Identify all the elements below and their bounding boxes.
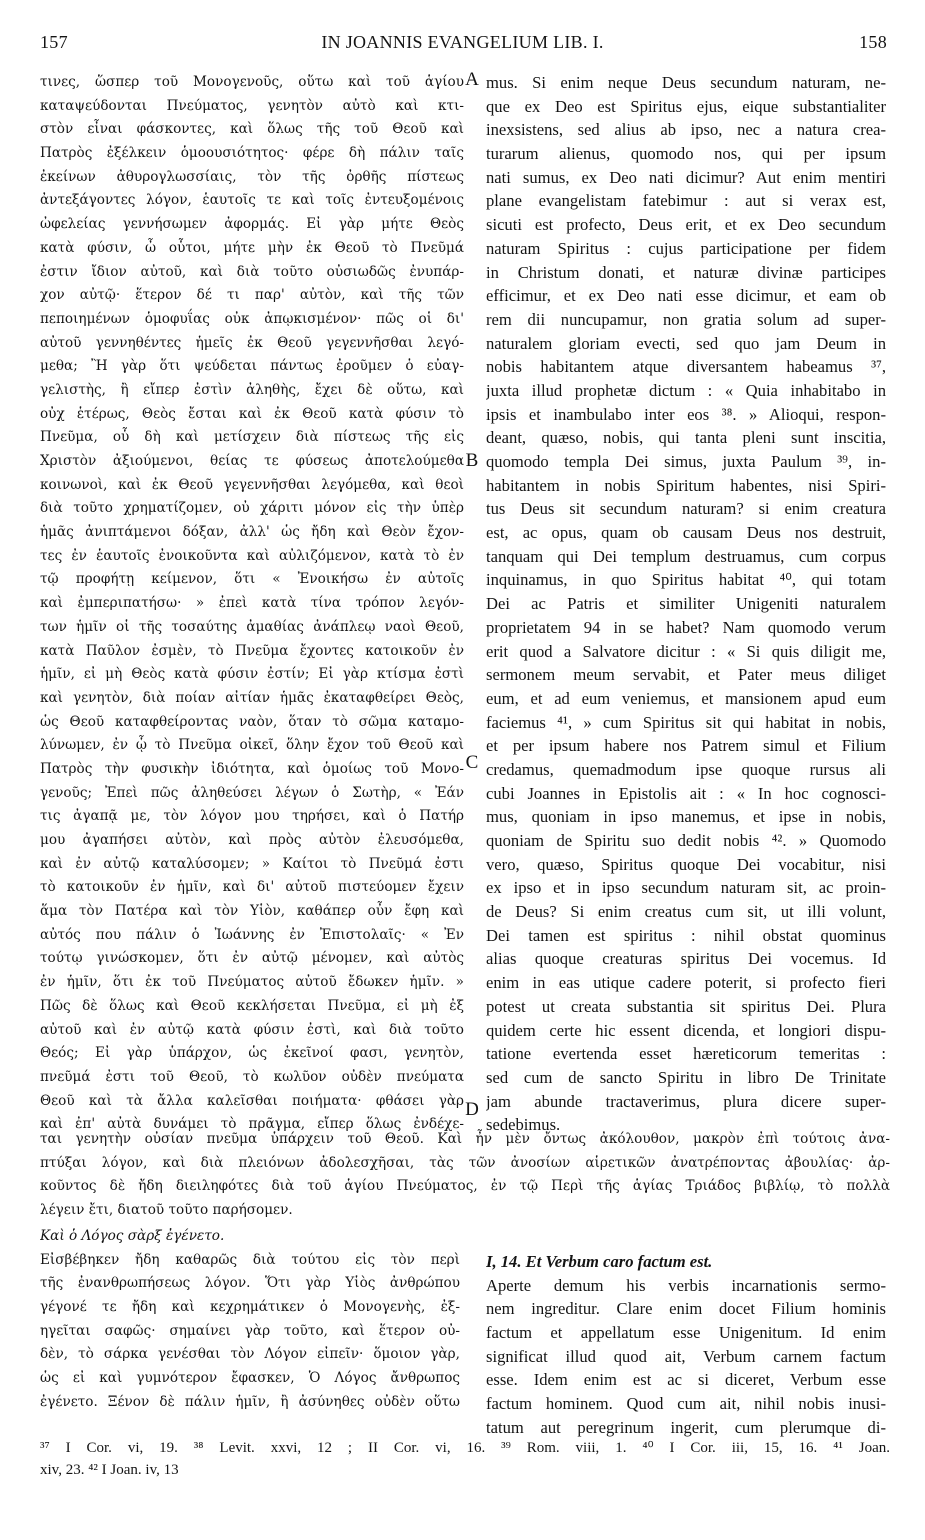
text-line: κατὰ φύσιν, ὦ οὗτοι, μήτε μὴν ἐκ Θεοῦ τὸ Πνεῦμά	[40, 239, 464, 256]
text-line: Aperte demum his verbis incarnationis sermo-	[486, 1275, 886, 1295]
text-line: ἐγένετο. Ξένον δὲ πάλιν ἡμῖν, ἢ ἀσύνηθες οὐδὲν οὕτω	[40, 1393, 460, 1410]
text-line: γελιστὴς, ἢ εἴπερ ἐστὶν ἀληθὴς, ἔχει δὲ οὕτω, καὶ	[40, 381, 464, 398]
text-line: factum hominem. Quod cum ait, nihil nobis inusi-	[486, 1394, 886, 1414]
text-line: mus, quoniam in ipso manemus, et ipse in nobis,	[486, 807, 886, 827]
text-line: sed cum de sancto Spiritu in libro De Trinitate	[486, 1067, 886, 1087]
latin-column-bottom	[486, 1250, 886, 1440]
text-line: factum et appellatum esse Unigenitum. Id enim	[486, 1323, 886, 1343]
text-line: ἐν ἡμῖν, ὅτι ἐκ τοῦ Πνεύματος αὐτοῦ ἔδωκεν ἡμῖν. »	[40, 974, 464, 991]
text-line: καὶ ἐν αὐτῷ καταλύσομεν; » Καίτοι τὸ Πνεῦμά ἐστι	[40, 855, 464, 872]
text-line: των ἡμῖν οἱ τῆς τοσαύτης ἀμαθίας ἀνάπλεῳ ναοὶ Θεοῦ,	[40, 618, 464, 635]
text-line: mus. Si enim neque Deus secundum naturam, ne-	[486, 73, 886, 92]
text-line: καὶ ἐμπεριπατήσω· » ἐπεὶ κατὰ τίνα τρόπον λεγόν-	[40, 595, 464, 612]
text-line: ἀντεξάγοντες λόγον, ἑαυτοῖς τε καὶ τοῖς ἐντευξομένοις	[40, 192, 464, 209]
text-line: αὐτοῦ γεννηθέντες ἡμεῖς ἐκ Θεοῦ γεγεννῆσθαι λεγό-	[40, 334, 464, 351]
text-line: tanquam qui Dei templum destruamus, cum corpus	[486, 546, 886, 566]
text-line: ὡς εἰ καὶ γυμνότερον ἔφασκεν, Ὁ Λόγος ἄνθρωπος	[40, 1370, 460, 1387]
text-line: ηγεῖται σαφῶς· σημαίνει γὰρ τοῦτο, καὶ ἕτερον οὐ-	[40, 1322, 460, 1339]
text-line: sicuti est profecto, Deus erit, et ex Deo secundum	[486, 215, 886, 235]
text-line: τὸ κατοικοῦν ἐν ἡμῖν, καὶ δι' αὐτοῦ πιστεύομεν ἔχειν	[40, 879, 464, 896]
text-line: Dei tamen est spiritus : nihil obstat quominus	[486, 925, 886, 945]
text-line: jam abunde tractaverimus, plura dicere super-	[486, 1091, 886, 1111]
text-line: οὐχ ἑτέρως, Θεὸς ἔσται καὶ ἐκ Θεοῦ κατὰ φύσιν τὸ	[40, 405, 464, 422]
text-line: λύνωμεν, ἐν ᾧ τὸ Πνεῦμα οἰκεῖ, ὅλην ἔχον τοῦ Θεοῦ καὶ	[40, 737, 464, 754]
text-line: Πατρὸς ἐξέλκειν ὁμοουσιότητος· φέρε δὴ πάλιν ταῖς	[40, 145, 464, 162]
text-line: κοῦντος δὲ ἤδη διειληφότες διὰ τοῦ ἁγίου Πνεύματος, ἐν τῷ Περὶ τῆς ἁγίας Τριάδος βιβλίῳ, τὸ πολλὰ	[40, 1178, 890, 1195]
page-number-right: 158	[859, 32, 887, 52]
text-line: ἡμῖν, εἰ μὴ Θεὸς κατὰ φύσιν ἐστίν; Εἰ γὰρ κτίσμα ἐστὶ	[40, 666, 464, 683]
text-line: καὶ ἐπ' αὐτὰ δυνάμει τὸ πρᾶγμα, εἴπερ ὅλως ἐνδέχε-	[40, 1116, 464, 1133]
margin-marker-b: B	[465, 450, 479, 471]
text-line: ται γενητὴν οὐσίαν πνεῦμα ὑπάρχειν τοῦ Θεοῦ. Καὶ ἦν μὲν ὄντως ἀκόλουθον, μακρὸν ἐπὶ τούτοις ἀνα-	[40, 1131, 890, 1147]
text-line: est, ac opus, quam ob causam Deus nos destruit,	[486, 523, 886, 543]
text-line: esse. Idem enim est ac si diceret, Verbum esse	[486, 1370, 886, 1390]
text-line: μου ἀγαπήσει αὐτὸν, καὶ πρὸς αὐτὸν ἐλευσόμεθα,	[40, 832, 464, 848]
text-line: Θεοῦ καὶ τὰ ἄλλα καλεῖσθαι ποιήματα· φθάσει γὰρ	[40, 1092, 464, 1109]
text-line: διὰ τοῦτο χρηματίζομεν, οὐ χάριτι μόνον εἰς τὴν ὑπὲρ	[40, 500, 464, 517]
text-line: credamus, quemadmodum ipse quoque rursus ali	[486, 759, 886, 779]
latin-verse-heading: I, 14. Et Verbum caro factum est.	[486, 1252, 713, 1271]
text-line: proprietatem 94 in se habet? Nam quomodo verum	[486, 617, 886, 637]
text-line: Dei ac Patris et similiter Unigeniti naturalem	[486, 594, 886, 614]
text-line: juxta illud prophetæ dictum : « Quia inhabitabo in	[486, 380, 886, 400]
text-line: ἐστιν ἴδιον αὐτοῦ, καὶ διὰ τοῦτο οὐσιωδῶς ἐνυπάρ-	[40, 263, 464, 280]
text-line: γενοῦς; Ἐπεὶ πῶς ἀληθεύσει λέγων ὁ Σωτὴρ, « Ἐάν	[40, 784, 464, 801]
text-line: cubi Joannes in Epistolis ait : « In hoc cognosci-	[486, 783, 886, 803]
greek-column-top	[40, 71, 464, 1137]
text-line: Χριστὸν ἀξιούμενοι, θείας τε φύσεως ἀποτελούμεθα	[40, 453, 464, 469]
text-line: naturam Spiritus : cujus participatione per fidem	[486, 238, 886, 258]
margin-marker-a: A	[465, 69, 479, 90]
greek-verse-heading: Καὶ ὁ Λόγος σὰρξ ἐγένετο.	[40, 1228, 225, 1244]
text-line: tatum aut peregrinum ingerit, cum plerumque di-	[486, 1417, 886, 1437]
text-line: nobis habitantem atque diversantem habeamus ³⁷,	[486, 357, 886, 377]
text-line: de Deus? Si enim creatus cum sit, ut illi volunt,	[486, 902, 886, 922]
text-line: significat illud quod ait, Verbum carnem factum	[486, 1346, 886, 1366]
greek-column-bottom	[40, 1225, 460, 1415]
text-line: quomodo templa Dei simus, juxta Paulum ³⁹, in-	[486, 452, 886, 471]
text-line: rem dii nuncupamur, non gratia solum ad super-	[486, 309, 886, 329]
page-header	[0, 32, 925, 58]
text-line: tatione evertenda esset hæreticorum temeritas :	[486, 1044, 886, 1064]
text-line: in Christum donati, et naturæ divinæ participes	[486, 262, 886, 282]
text-line: τις ἀγαπᾷ με, τὸν λόγον μου τηρήσει, καὶ ὁ Πατήρ	[40, 808, 464, 825]
text-line: ipsis et inambulabo inter eos ³⁸. » Alioqui, respon-	[486, 404, 886, 424]
text-line: inquinamus, in quo Spiritus habitat ⁴⁰, qui totam	[486, 570, 886, 590]
text-line: potest ut creata substantia sit spiritus Dei. Plura	[486, 996, 886, 1016]
text-line: tus Deus sit secundum naturam? si enim creatura	[486, 499, 886, 519]
text-line: vero, quæso, Spiritus quoque Dei vocabitur, nisi	[486, 854, 886, 874]
text-line: alias quoque creaturas spiritus Dei vocemus. Id	[486, 949, 886, 969]
text-line: πνεῦμά ἐστι τοῦ Θεοῦ, τὸ κωλῦον οὐδὲν πνεύματα	[40, 1068, 464, 1085]
text-line: δὲν, τὸ σάρκα γενέσθαι τὸν Λόγον εἰπεῖν· ὅμοιον γὰρ,	[40, 1346, 460, 1363]
text-line: κοινωνοὶ, καὶ ἐκ Θεοῦ γεγεννῆσθαι λεγόμεθα, καὶ θεοὶ	[40, 476, 464, 493]
running-title: IN JOANNIS EVANGELIUM LIB. I.	[321, 32, 604, 52]
text-line: χον αὐτῷ· ἕτερον δέ τι παρ' αὐτὸν, καὶ τῆς τῶν	[40, 287, 464, 304]
text-line: αὐτός που πάλιν ὁ Ἰωάννης ἐν Ἐπιστολαῖς· « Ἐν	[40, 926, 464, 943]
text-line: xiv, 23. ⁴² I Joan. iv, 13	[40, 1462, 179, 1478]
text-line: inexsistens, sed alius ab ipso, nec a natura crea-	[486, 120, 886, 140]
text-line: στὸν εἶναι φάσκοντες, καὶ ὅλως τῆς τοῦ Θεοῦ καὶ	[40, 121, 464, 138]
text-line: μεθα; Ἢ γὰρ ὅτι ψεύδεται πάντως ἐροῦμεν ὁ εὐαγ-	[40, 358, 464, 375]
text-line: naturalem gloriam evecti, sed quo jam Deum in	[486, 333, 886, 353]
margin-marker-c: C	[465, 752, 479, 773]
text-line: Εἰσβέβηκεν ἤδη καθαρῶς διὰ τούτου εἰς τὸν περὶ	[40, 1251, 460, 1268]
text-line: nati sumus, ex Deo nati dicimur? Aut enim mentiri	[486, 167, 886, 187]
text-line: eum, et ad eum veniemus, et mansionem apud eum	[486, 688, 886, 708]
text-line: λέγειν ἔτι, διατοῦ τοῦτο παρήσομεν.	[40, 1202, 293, 1219]
text-line: Πατρὸς τὴν φυσικὴν ἰδιότητα, καὶ ὁμοίως τοῦ Μονο-	[40, 760, 464, 777]
text-line: que ex Deo est Spiritus ejus, eique substantialiter	[486, 96, 886, 116]
text-line: erit quod a Salvatore dicitur : « Si quis diligit me,	[486, 641, 886, 661]
text-line: faciemus ⁴¹, » cum Spiritus sit qui habitat in nobis,	[486, 712, 886, 732]
text-line: habitantem in nobis Spiritum habentes, nisi Spiri-	[486, 475, 886, 495]
page-number-left: 157	[40, 32, 68, 52]
margin-marker-d: D	[465, 1099, 479, 1120]
text-line: ἡμᾶς ἀνιπτάμενοι δόξαν, ἀλλ' ὡς ἤδη καὶ Θεὸν ἔχον-	[40, 524, 464, 541]
text-line: turarum alienus, quomodo nos, qui per ipsum	[486, 144, 886, 164]
text-line: sermonem meum servabit, et Pater meus diliget	[486, 665, 886, 685]
text-line: ἐκείνων ἀθυρογλωσσίαις, τὸν τῆς ὀρθῆς πίστεως	[40, 168, 464, 185]
text-line: ex ipso et in ipso secundum naturam sit, ac proin-	[486, 878, 886, 898]
text-line: τινες, ὥσπερ τοῦ Μονογενοῦς, οὕτω καὶ τοῦ ἁγίου	[40, 74, 464, 90]
text-line: καὶ γενητὸν, διὰ ποίαν αἰτίαν ἡμᾶς ἐκαταφθείρει Θεὸς,	[40, 689, 464, 706]
text-line: τες ἐν ἑαυτοῖς ἐνοικοῦντα καὶ αὐλιζόμενον, κατὰ τὸ ἐν	[40, 547, 464, 564]
text-line: nem ingreditur. Clare enim docet Filium hominis	[486, 1299, 886, 1319]
text-line: καταψεύδονται Πνεύματος, γενητὸν αὐτὸ καὶ κτι-	[40, 97, 464, 114]
latin-column-top	[486, 71, 886, 1137]
text-line: deant, quæso, nobis, qui tanta pleni sunt inscitia,	[486, 428, 886, 448]
text-line: αὐτοῦ καὶ ἐν αὐτῷ κατὰ φύσιν ἐστὶ, καὶ διὰ τοῦτο	[40, 1021, 464, 1038]
text-line: ἅμα τὸν Πατέρα καὶ τὸν Υἱὸν, καθάπερ οὖν ἔφη καὶ	[40, 903, 464, 920]
text-line: Πῶς δὲ ὅλως καὶ Θεοῦ κεκλήσεται Πνεῦμα, εἰ μὴ ἐξ	[40, 997, 464, 1014]
text-line: et per ipsum habere nos Patrem simul et Filium	[486, 736, 886, 756]
text-line: quidem certe hic essent dicenda, et longiori dispu-	[486, 1020, 886, 1040]
text-line: πεποιημένων ὁμοφυΐας οὐκ ἀπῳκισμένον· πῶς οἱ δι'	[40, 310, 464, 327]
text-line: τῆς ἐνανθρωπήσεως λόγον. Ὅτι γὰρ Υἱὸς ἀνθρώπου	[40, 1275, 460, 1292]
text-line: τούτῳ γινώσκομεν, ὅτι ἐν αὐτῷ μένομεν, καὶ αὐτὸς	[40, 950, 464, 967]
text-line: ὡς Θεοῦ καταφθείροντας ναὸν, ὅταν τὸ σῶμα καταμο-	[40, 713, 464, 730]
text-line: efficimur, et ex Deo nati esse dicimur, et eam ob	[486, 286, 886, 306]
greek-full-width-block	[40, 1128, 890, 1223]
text-line: sedebimus.	[486, 1115, 561, 1135]
footnotes	[40, 1437, 890, 1481]
text-line: κατὰ Παῦλον ἐσμὲν, τὸ Πνεῦμα ἔχοντες κατοικοῦν ἐν	[40, 642, 464, 659]
text-line: enim in eas utique cadere poterit, si profecto fieri	[486, 973, 886, 993]
text-line: ³⁷ I Cor. vi, 19. ³⁸ Levit. xxvi, 12 ; II Cor. vi, 16. ³⁹ Rom. viii, 1. ⁴⁰ I Cor. iii, 15, 16. ⁴¹ Joan.	[40, 1440, 890, 1456]
text-line: Πνεῦμα, οὗ δὴ καὶ μετίσχειν διὰ πίστεως τῆς εἰς	[40, 429, 464, 446]
text-line: quoniam de Spiritu suo dedit nobis ⁴². » Quomodo	[486, 831, 886, 850]
text-line: γέγονέ τε ἤδη καὶ κεχρημάτικεν ὁ Μονογενὴς, ἐξ-	[40, 1299, 460, 1316]
text-line: ὠφελείας γεννήσωμεν ἀφορμάς. Εἰ γὰρ μήτε Θεὸς	[40, 216, 464, 233]
text-line: πτύξαι λόγον, καὶ διὰ πλειόνων ἀδολεσχῆσαι, τὰς τῶν ἀνοσίων αἱρετικῶν ἀνατρέποντας ἀβουλίας· ἀρ-	[40, 1154, 890, 1171]
text-line: plane evangelistam fatebimur : aut si verax est,	[486, 191, 886, 211]
text-line: τῷ προφήτῃ κείμενον, ὅτι « Ἐνοικήσω ἐν αὐτοῖς	[40, 571, 464, 588]
text-line: Θεός; Εἰ γὰρ ὑπάρχον, ὡς ἐκεῖνοί φασι, γενητὸν,	[40, 1045, 464, 1062]
